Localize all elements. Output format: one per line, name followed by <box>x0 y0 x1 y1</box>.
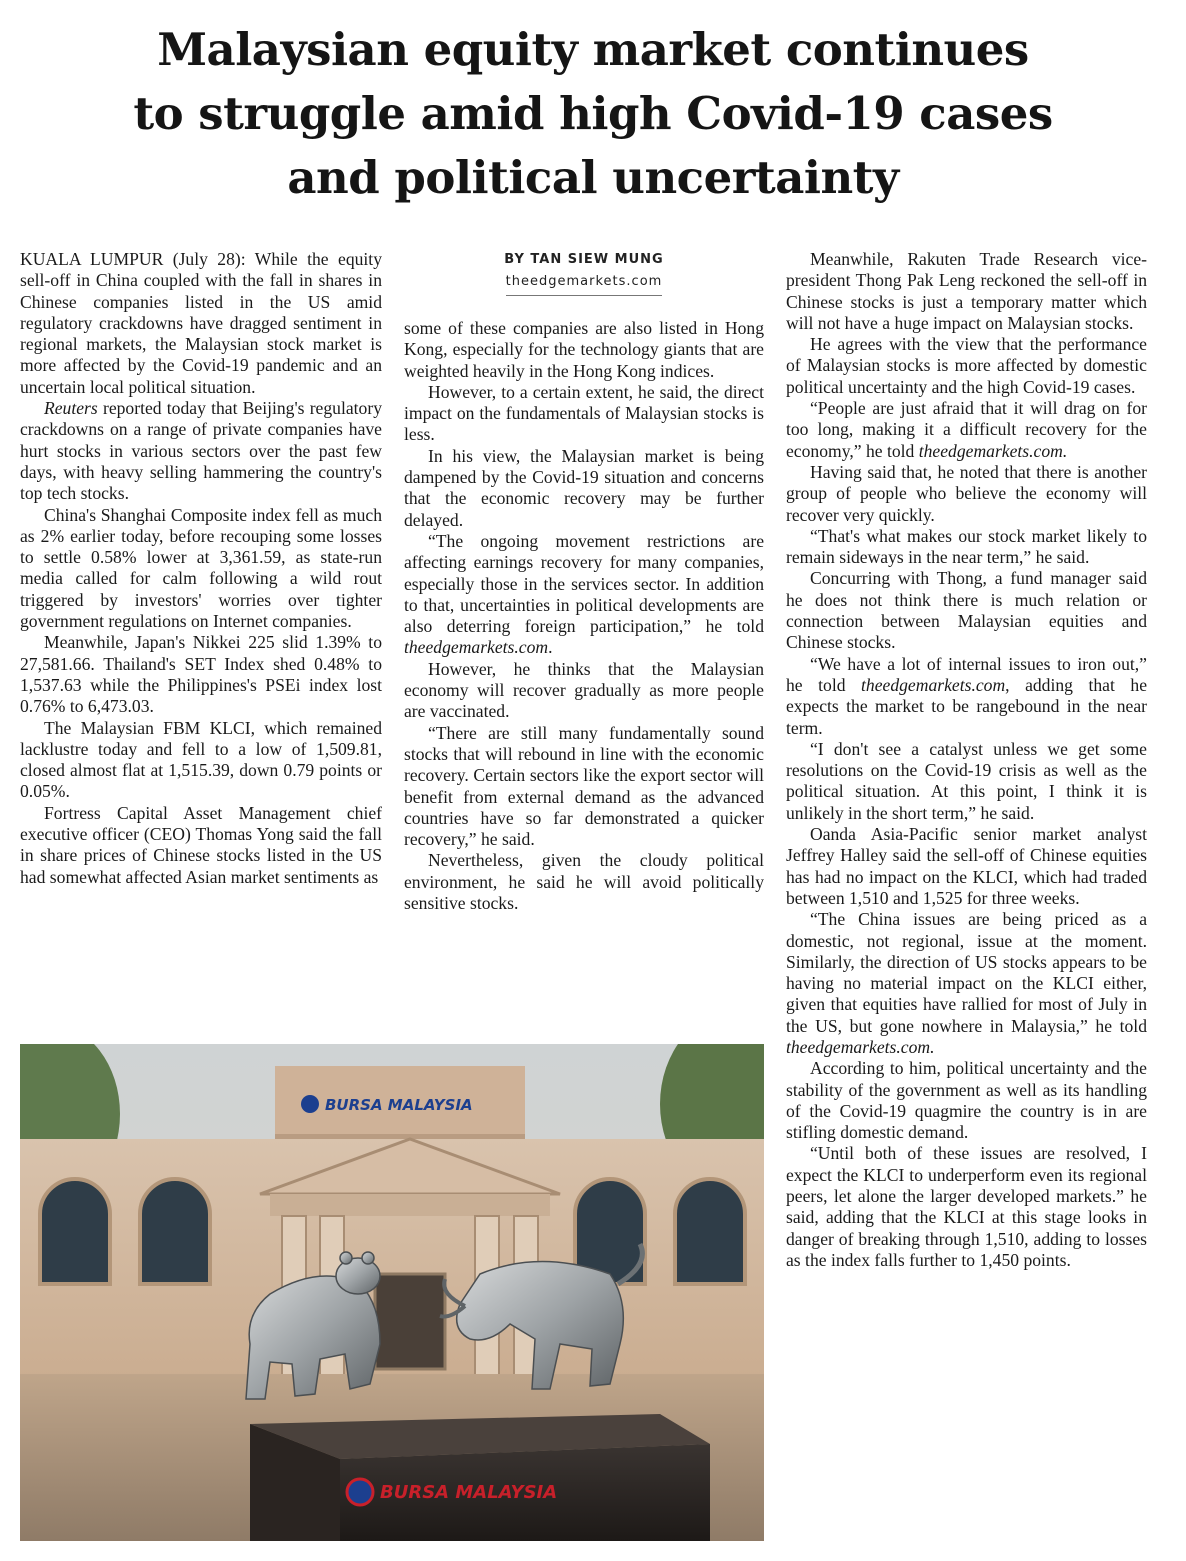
paragraph-text: “People are just afraid that it will drag on for too long, making it a difficult recovery for the economy,” he told <box>786 398 1147 461</box>
byline-author: BY TAN SIEW MUNG <box>504 252 664 267</box>
paragraph: some of these companies are also listed in Hong Kong, especially for the technology giants that are weighted heavily in the Hong Kong indices. <box>404 318 764 381</box>
paragraph <box>786 398 1147 462</box>
article-column-1 <box>20 249 382 888</box>
headline-line-2: to struggle amid high Covid-19 cases <box>133 87 1053 140</box>
headline-line-1: Malaysian equity market continues <box>157 23 1029 76</box>
paragraph: The Malaysian FBM KLCI, which remained lacklustre today and fell to a low of 1,509.81, closed almost flat at 1,515.39, down 0.79 points or 0.05%. <box>20 717 382 802</box>
source-italic: theedgemarkets.com. <box>918 440 1068 461</box>
paragraph-text: reported today that Beijing's regulatory crackdowns on a range of private companies have hurt stocks in various sectors over the past few days, with heavy selling hammering the country's top tech stocks. <box>20 398 382 504</box>
paragraph: Meanwhile, Japan's Nikkei 225 slid 1.39% to 27,581.66. Thailand's SET Index shed 0.48% to 1,537.63 while the Philippines's PSEi index lost 0.76% to 6,473.03. <box>20 632 382 717</box>
paragraph: He agrees with the view that the performance of Malaysian stocks is more affected by domestic political uncertainty and the high Covid-19 cases. <box>786 334 1147 397</box>
paragraph: Fortress Capital Asset Management chief executive officer (CEO) Thomas Yong said the fall in share prices of Chinese stocks listed in the US had somewhat affected Asian market sentiments as <box>20 802 382 887</box>
paragraph: “That's what makes our stock market likely to remain sideways in the near term,” he said. <box>786 525 1147 568</box>
byline-source: theedgemarkets.com <box>506 271 663 296</box>
paragraph-text: “The China issues are being priced as a domestic, not regional, issue at the moment. Similarly, the direction of US stocks appears to be having no material impact on the KLCI either, given that equities have rallied for most of July in the US, but gone nowhere in Malaysia,” he told <box>786 909 1147 1036</box>
article-column-3 <box>786 249 1147 1271</box>
paragraph: Oanda Asia-Pacific senior market analyst Jeffrey Halley said the sell-off of Chinese equities has had no impact on the KLCI, which had traded between 1,510 and 1,525 for three weeks. <box>786 824 1147 908</box>
paragraph <box>786 909 1147 1058</box>
paragraph: China's Shanghai Composite index fell as much as 2% earlier today, before recouping some losses to settle 0.58% lower at 3,361.59, as state-run media called for calm following a wild rout triggered by investors' worries over tighter government regulations on Internet companies. <box>20 504 382 632</box>
paragraph: “Until both of these issues are resolved, I expect the KLCI to underperform even its regional peers, let alone the larger developed markets.” he said, adding that the KLCI at this stage looks in danger of breaking through 1,510, adding to losses as the index falls further to 1,450 points. <box>786 1143 1147 1270</box>
paragraph: “I don't see a catalyst unless we get some resolutions on the Covid-19 crisis as well as the political situation. At this point, I think it is unlikely in the short term,” he said. <box>786 738 1147 823</box>
paragraph: According to him, political uncertainty and the stability of the government as well as its handling of the Covid-19 quagmire the country is in are stifling domestic demand. <box>786 1058 1147 1143</box>
photo-illustration <box>20 1044 764 1541</box>
paragraph: However, to a certain extent, he said, the direct impact on the fundamentals of Malaysian stocks is less. <box>404 381 764 445</box>
paragraph: Concurring with Thong, a fund manager said he does not think there is much relation or connection between Malaysian equities and Chinese stocks. <box>786 568 1147 653</box>
article-column-2 <box>404 318 764 914</box>
reuters-italic: Reuters <box>44 398 98 419</box>
paragraph: Having said that, he noted that there is another group of people who believe the economy will recover very quickly. <box>786 461 1147 525</box>
bursa-malaysia-photo <box>20 1044 764 1541</box>
source-italic: theedgemarkets.com <box>861 674 1006 695</box>
headline-line-3: and political uncertainty <box>287 151 899 204</box>
paragraph: However, he thinks that the Malaysian economy will recover gradually as more people are vaccinated. <box>404 658 764 722</box>
paragraph: Meanwhile, Rakuten Trade Research vice-president Thong Pak Leng reckoned the sell-off in Chinese stocks is just a temporary matter which will not have a huge impact on Malaysian stocks. <box>786 249 1147 333</box>
source-italic: theedgemarkets.com <box>404 637 549 658</box>
plinth-sign: BURSA MALAYSIA <box>380 1482 558 1503</box>
paragraph-text: “We have a lot of internal issues to iron out,” he told <box>786 653 1147 695</box>
paragraph <box>404 531 764 659</box>
paragraph: “There are still many fundamentally sound stocks that will rebound in line with the economic recovery. Certain sectors like the export sector will benefit from external demand as the advanced countries have so far demonstrated a quicker recovery,” he said. <box>404 722 764 850</box>
paragraph: In his view, the Malaysian market is being dampened by the Covid-19 situation and concerns that the economic recovery may be further delayed. <box>404 445 764 530</box>
source-italic: theedgemarkets.com. <box>786 1036 935 1057</box>
paragraph <box>786 654 1147 739</box>
paragraph <box>20 398 382 504</box>
building-sign: BURSA MALAYSIA <box>325 1096 473 1114</box>
byline <box>404 250 764 296</box>
paragraph: Nevertheless, given the cloudy political environment, he said he will avoid politically sensitive stocks. <box>404 850 764 914</box>
paragraph: KUALA LUMPUR (July 28): While the equity sell-off in China coupled with the fall in shares in Chinese companies listed in the US amid regulatory crackdowns have dragged sentiment in regional markets, the Malaysian stock market is more affected by the Covid-19 pandemic and an uncertain local political situation. <box>20 249 382 397</box>
headline <box>20 18 1166 210</box>
paragraph-text: “The ongoing movement restrictions are affecting earnings recovery for many companies, especially those in the services sector. In addition to that, uncertainties in political developments are also deterring foreign participation,” he told <box>404 530 764 637</box>
paragraph-text: , adding that he expects the market to be rangebound in the near term. <box>786 674 1147 738</box>
paragraph-text: . <box>548 637 553 658</box>
